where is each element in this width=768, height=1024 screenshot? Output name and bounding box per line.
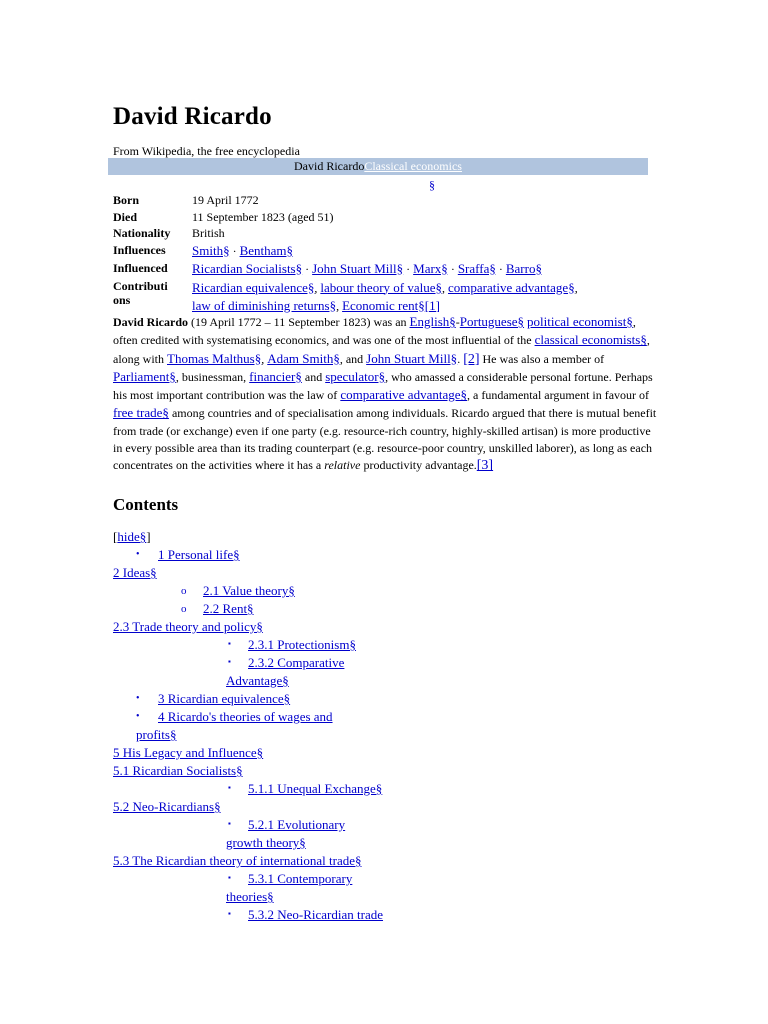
died-label: Died [113,209,137,224]
link-political-economist[interactable]: political economist§ [527,314,633,329]
bullet-square-icon: ▪ [228,873,231,882]
link-classical-economists[interactable]: classical economists§ [534,332,647,348]
influences-label: Influences [113,242,166,257]
contributions-value [192,279,652,315]
bullet-square-icon: ▪ [228,783,231,792]
citation-link[interactable]: [3] [476,458,494,474]
contributions-label-part: Contributi [113,278,168,293]
bullet-square-icon: ▪ [228,909,231,918]
bullet-circle-icon: o [181,603,187,615]
link-speculator[interactable]: speculator§ [325,368,386,384]
contribution-link[interactable]: comparative advantage§ [448,279,575,295]
toc-item[interactable]: 5.1 Ricardian Socialists§ [113,763,243,778]
citation-link[interactable]: [1] [424,297,440,313]
toc-item[interactable]: 5 His Legacy and Influence§ [113,745,264,760]
toc-item[interactable]: 5.1.1 Unequal Exchange§ [248,781,383,796]
toc-item[interactable]: 5.3 The Ricardian theory of international trade§ [113,853,362,868]
toc-hide-toggle [113,529,151,545]
text: productivity advantage. [360,458,477,473]
toc-item[interactable]: 4 Ricardo's theories of wages and [158,709,333,724]
text: (19 April 1772 – 11 September 1823) was an [188,315,410,329]
separator: · [229,243,240,258]
influenced-link[interactable]: Marx§ [413,260,448,276]
toc-item[interactable]: 2.1 Value theory§ [203,583,295,598]
text: , [261,351,268,366]
contribution-link[interactable]: Ricardian equivalence§ [192,279,315,295]
text: and [301,369,326,384]
page-title: David Ricardo [113,103,272,130]
text: , along with [113,333,650,366]
text: , a fundamental argument in favour of [467,388,650,403]
influenced-link[interactable]: John Stuart Mill§ [312,260,404,276]
text: among countries and of specialisation among individuals. Ricardo argued that there is mutual benefit from trade (or exchange) even if one party (e.g. resource-rich country, highly-skilled artisan) is more productive in every possible area than its trading counterpart (e.g. resource-poor country, unskilled laborer), as long as each concentrates on the activities where it has a [113,406,657,473]
bullet-disc-icon: • [136,549,140,560]
citation-link[interactable]: [2] [463,351,480,367]
separator: · [302,261,313,276]
contributions-label-part: ons [113,292,131,307]
nationality-value: British [192,226,225,240]
toc-item[interactable]: profits§ [136,727,177,742]
bullet-disc-icon: • [136,693,140,704]
toc-item[interactable]: theories§ [226,889,274,904]
influenced-label: Influenced [113,260,168,275]
link-comparative-advantage[interactable]: comparative advantage§ [340,387,467,403]
toc-item[interactable]: 1 Personal life§ [158,547,240,562]
toc-item[interactable]: 2.3 Trade theory and policy§ [113,619,263,634]
contributions-label [113,279,191,307]
subject-name: David Ricardo [113,315,188,329]
influence-link[interactable]: Smith§ [192,242,230,258]
influence-link[interactable]: Bentham§ [239,242,294,258]
link-english[interactable]: English§ [409,314,456,329]
text: . [457,351,464,366]
lead-paragraph [113,313,658,475]
toc-item[interactable]: 2.3.2 Comparative [248,655,345,670]
separator: , [442,280,449,295]
link-thomas-malthus[interactable]: Thomas Malthus§ [167,350,262,366]
bullet-square-icon: ▪ [228,639,231,648]
influenced-link[interactable]: Ricardian Socialists§ [192,260,303,276]
link-financier[interactable]: financier§ [249,368,302,384]
link-parliament[interactable]: Parliament§ [113,368,176,384]
bullet-disc-icon: • [136,711,140,722]
separator: , [314,280,321,295]
hide-toc-link[interactable]: hide§ [117,529,147,544]
bullet-square-icon: ▪ [228,657,231,666]
toc-item[interactable]: 2.3.1 Protectionism§ [248,637,356,652]
born-label: Born [113,193,140,207]
tagline: From Wikipedia, the free encyclopedia [113,144,300,158]
toc-item[interactable]: 2 Ideas§ [113,565,157,580]
bullet-circle-icon: o [181,585,187,597]
toc-item[interactable]: growth theory§ [226,835,306,850]
separator: · [447,261,458,276]
contents-heading: Contents [113,495,179,514]
nationality-label: Nationality [113,226,171,240]
influences-value [192,243,652,259]
link-free-trade[interactable]: free trade§ [113,405,169,421]
school-link[interactable]: Classical economics [364,159,462,173]
separator: · [403,261,414,276]
influenced-link[interactable]: Barro§ [505,260,542,276]
link-portuguese[interactable]: Portuguese§ [459,314,525,329]
separator: , [336,298,343,313]
bracket: ] [146,529,151,544]
toc-item[interactable]: 5.2.1 Evolutionary [248,817,346,832]
link-adam-smith[interactable]: Adam Smith§ [267,350,340,366]
influenced-value [192,261,652,277]
toc-item[interactable]: 5.2 Neo-Ricardians§ [113,799,221,814]
separator: · [495,261,506,276]
influenced-link[interactable]: Sraffa§ [457,260,496,276]
link-john-stuart-mill[interactable]: John Stuart Mill§ [366,350,458,366]
bracket: [ [113,529,118,544]
toc-item[interactable]: 5.3.2 Neo-Ricardian trade [248,907,384,922]
infobox-header [108,158,648,192]
text: - [455,315,460,329]
died-value: 11 September 1823 (aged 51) [192,209,334,224]
text: , businessman, [175,369,250,384]
contribution-link[interactable]: law of diminishing returns§ [192,297,337,313]
toc-item[interactable]: 2.2 Rent§ [203,601,254,616]
text: He was also a member of [479,351,605,366]
toc-item[interactable]: 5.3.1 Contemporary [248,871,353,886]
text: , often credited with systematising economics, and was one of the most influential of the [113,315,636,348]
contribution-link[interactable]: Economic rent§ [342,297,425,313]
toc-item[interactable]: Advantage§ [226,673,289,688]
infobox-section-link[interactable]: § [429,178,435,192]
born-value: 19 April 1772 [192,193,259,207]
text: , and [339,351,367,366]
contribution-link[interactable]: labour theory of value§ [320,279,443,295]
separator: , [574,280,578,295]
bullet-square-icon: ▪ [228,819,231,828]
toc-item[interactable]: 3 Ricardian equivalence§ [158,691,291,706]
emphasis-relative: relative [324,458,361,473]
infobox-name: David Ricardo [294,159,365,173]
text: , who amassed a considerable personal fortune. Perhaps his most important contribution was the law of [113,369,653,403]
